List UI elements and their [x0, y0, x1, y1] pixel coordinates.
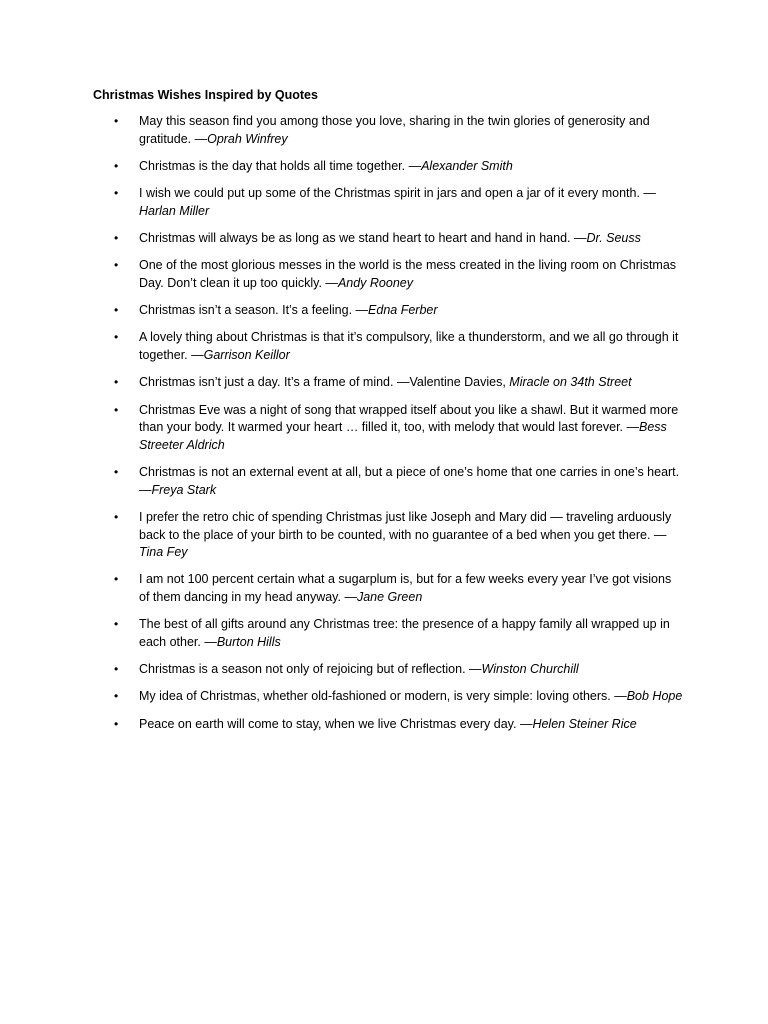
bullet-icon: •: [114, 303, 119, 318]
bullet-icon: •: [114, 330, 119, 345]
quote-item: [93, 716, 683, 734]
bullet-icon: •: [114, 186, 119, 201]
quote-item: [93, 464, 683, 499]
bullet-icon: •: [114, 689, 119, 704]
bullet-icon: •: [114, 465, 119, 480]
bullet-icon: •: [114, 231, 119, 246]
quote-author: Bess Streeter Aldrich: [139, 420, 667, 452]
quote-author: Helen Steiner Rice: [532, 716, 637, 731]
quote-author: Freya Stark: [151, 482, 217, 497]
quote-text: Christmas Eve was a night of song that wrapped itself about you like a shawl. But it warmed more than your body. It warmed your heart … filled it, too, with melody that would last forever. —: [139, 402, 679, 435]
quote-text: One of the most glorious messes in the world is the mess created in the living room on Christmas Day. Don’t clean it up too quickly. —: [139, 258, 677, 290]
quote-item: [93, 509, 683, 562]
quote-author: Tina Fey: [139, 545, 188, 560]
quote-author: Dr. Seuss: [586, 231, 641, 246]
quote-text: I prefer the retro chic of spending Christmas just like Joseph and Mary did — traveling arduously back to the place of your birth to be counted, with no guarantee of a bed when you get there. —: [139, 509, 672, 542]
document-title: Christmas Wishes Inspired by Quotes: [93, 88, 318, 102]
quote-text: My idea of Christmas, whether old-fashioned or modern, is very simple: loving others. —: [139, 689, 627, 704]
quote-item: [93, 688, 683, 706]
quote-item: [93, 402, 683, 455]
quote-item: [93, 616, 683, 651]
quote-author: Garrison Keillor: [203, 348, 290, 363]
quote-item: [93, 113, 683, 148]
quote-text: May this season find you among those you love, sharing in the twin glories of generosity and gratitude. —: [139, 114, 650, 146]
quote-item: [93, 374, 683, 392]
bullet-icon: •: [114, 617, 119, 632]
bullet-icon: •: [114, 572, 119, 587]
bullet-icon: •: [114, 114, 119, 128]
quote-list: [93, 113, 683, 733]
quote-author: Harlan Miller: [139, 203, 210, 218]
quote-author: Miracle on 34th Street: [509, 375, 632, 390]
quote-text: I wish we could put up some of the Christmas spirit in jars and open a jar of it every month. —: [139, 186, 656, 201]
bullet-icon: •: [114, 375, 119, 390]
bullet-icon: •: [114, 258, 119, 273]
quote-text: Christmas isn’t a season. It’s a feeling. —: [139, 303, 369, 318]
bullet-icon: •: [114, 158, 119, 173]
quote-item: [93, 185, 683, 220]
quote-text: Christmas is not an external event at all, but a piece of one’s home that one carries in one’s heart. —: [139, 465, 680, 497]
quote-text: Christmas is the day that holds all time together. —: [139, 158, 422, 173]
quote-item: [93, 661, 683, 679]
quote-author: Alexander Smith: [421, 158, 513, 173]
quote-author: Andy Rooney: [337, 275, 413, 290]
quote-item: [93, 257, 683, 292]
quote-item: [93, 302, 683, 320]
bullet-icon: •: [114, 509, 119, 524]
quote-author: Oprah Winfrey: [207, 131, 288, 146]
document-page: [93, 86, 683, 743]
quote-attribution: Valentine Davies,: [409, 375, 510, 390]
quote-text: A lovely thing about Christmas is that it’s compulsory, like a thunderstorm, and we all go through it together. —: [139, 330, 679, 363]
quote-item: [93, 230, 683, 248]
quote-author: Winston Churchill: [481, 662, 579, 677]
quote-author: Jane Green: [356, 590, 423, 605]
quote-text: Christmas isn’t just a day. It’s a frame of mind. —: [139, 375, 410, 390]
quote-text: Christmas is a season not only of rejoicing but of reflection. —: [139, 662, 482, 677]
quote-text: The best of all gifts around any Christmas tree: the presence of a happy family all wrapped up in each other. —: [139, 617, 670, 649]
quote-text: I am not 100 percent certain what a sugarplum is, but for a few weeks every year I’ve got visions of them dancing in my head anyway. —: [139, 572, 672, 605]
bullet-icon: •: [114, 662, 119, 677]
quote-text: Peace on earth will come to stay, when we live Christmas every day. —: [139, 716, 533, 731]
quote-author: Bob Hope: [626, 689, 683, 704]
quote-author: Edna Ferber: [368, 303, 438, 318]
quote-text: Christmas will always be as long as we stand heart to heart and hand in hand. —: [139, 231, 587, 246]
bullet-icon: •: [114, 402, 119, 417]
quote-item: [93, 571, 683, 606]
bullet-icon: •: [114, 716, 119, 731]
quote-author: Burton Hills: [216, 634, 281, 649]
quote-item: [93, 329, 683, 364]
quote-item: [93, 158, 683, 176]
